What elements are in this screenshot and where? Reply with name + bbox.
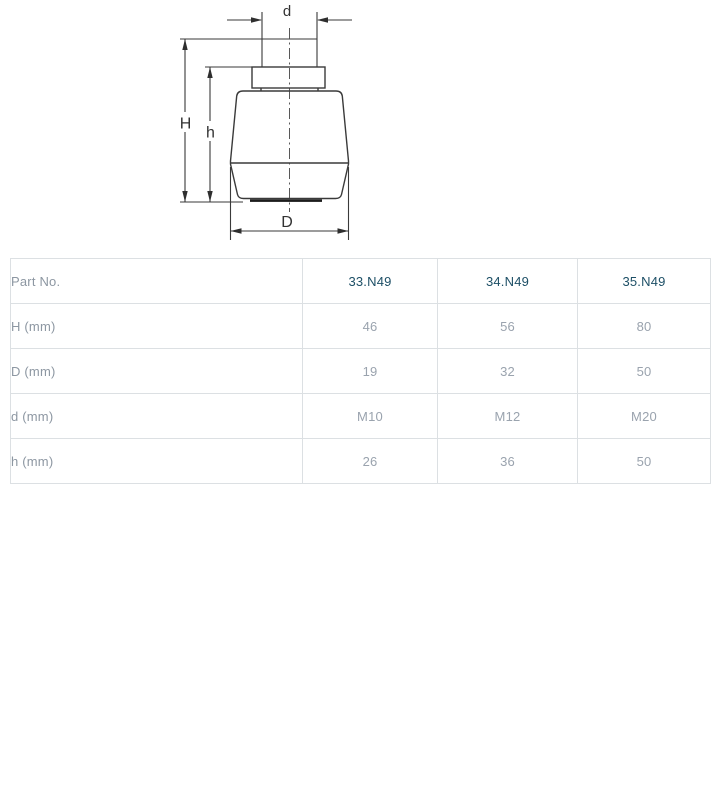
part-number-34N49: 34.N49 xyxy=(438,259,578,304)
part-number-33N49: 33.N49 xyxy=(303,259,438,304)
technical-drawing xyxy=(0,0,720,252)
part-no-header: Part No. xyxy=(11,259,303,304)
row-label-D: D (mm) xyxy=(11,349,303,394)
part-number-35N49: 35.N49 xyxy=(578,259,711,304)
base-pad xyxy=(250,199,322,202)
value-H-33N49: 46 xyxy=(303,304,438,349)
table-row-h xyxy=(11,439,711,484)
row-label-d: d (mm) xyxy=(11,394,303,439)
dim-label-h: h xyxy=(206,124,215,142)
value-D-34N49: 32 xyxy=(438,349,578,394)
row-label-H: H (mm) xyxy=(11,304,303,349)
dim-label-D: D xyxy=(281,214,293,231)
value-D-33N49: 19 xyxy=(303,349,438,394)
dimension-diagram xyxy=(0,0,720,252)
flange xyxy=(252,67,325,88)
value-d-35N49: M20 xyxy=(578,394,711,439)
body xyxy=(231,91,349,199)
spec-table-section xyxy=(10,258,710,484)
table-row-d xyxy=(11,394,711,439)
spec-table xyxy=(10,258,711,484)
value-h-35N49: 50 xyxy=(578,439,711,484)
value-D-35N49: 50 xyxy=(578,349,711,394)
value-H-34N49: 56 xyxy=(438,304,578,349)
table-row-H xyxy=(11,304,711,349)
dim-label-d: d xyxy=(282,3,292,20)
row-label-h: h (mm) xyxy=(11,439,303,484)
table-header-row xyxy=(11,259,711,304)
value-d-33N49: M10 xyxy=(303,394,438,439)
dim-label-H: H xyxy=(179,115,192,133)
value-h-34N49: 36 xyxy=(438,439,578,484)
table-row-D xyxy=(11,349,711,394)
value-h-33N49: 26 xyxy=(303,439,438,484)
value-d-34N49: M12 xyxy=(438,394,578,439)
value-H-35N49: 80 xyxy=(578,304,711,349)
